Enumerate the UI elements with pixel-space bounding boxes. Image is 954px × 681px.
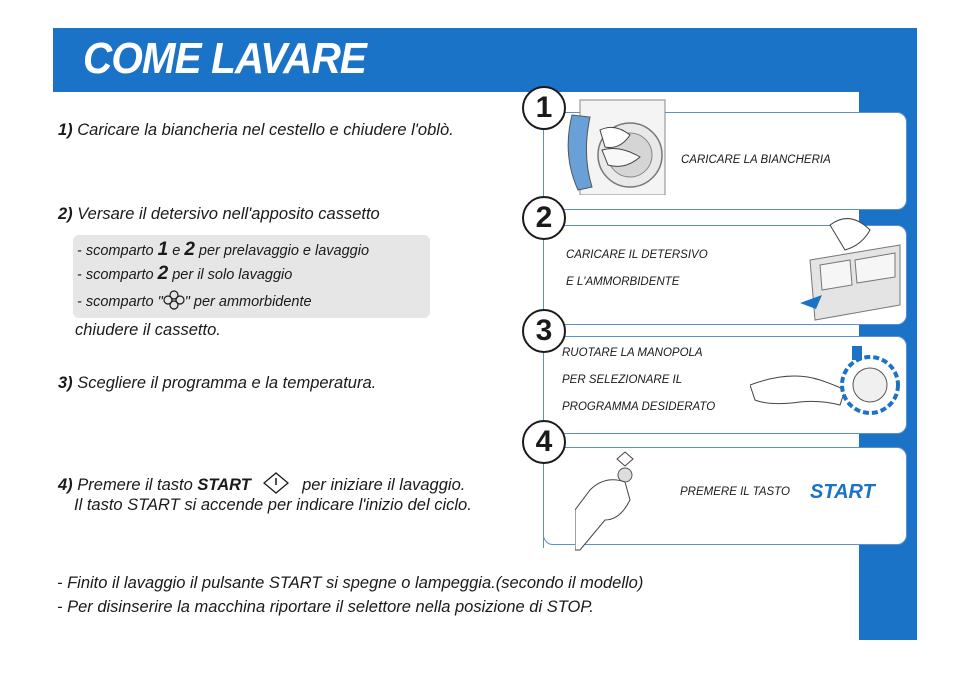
caption-2b: E L'AMMORBIDENTE [566,276,680,288]
washer-loading-illustration [560,95,670,195]
step-number: 3) [58,374,73,392]
close-drawer-text: chiudere il cassetto. [75,321,221,339]
flower-icon [163,290,185,314]
step-number: 4) [58,475,73,494]
step-text: Caricare la biancheria nel cestello e chiudere l'oblò. [77,121,454,139]
caption-3c: PROGRAMMA DESIDERATO [562,401,716,413]
step-4-line-2: Il tasto START si accende per indicare l'inizio del ciclo. [74,496,472,514]
caption-2a: CARICARE IL DETERSIVO [566,249,708,261]
page-title: COME LAVARE [83,34,366,83]
step-number: 1) [58,121,73,139]
step-number-badge-1: 1 [522,86,566,130]
footer-note-2: - Per disinserire la macchina riportare il selettore nella posizione di STOP. [57,598,594,616]
step-3 [58,374,376,393]
footer-note-1: - Finito il lavaggio il pulsante START si spegne o lampeggia.(secondo il modello) [57,574,644,592]
step-text: Versare il detersivo nell'apposito cassetto [77,205,380,223]
caption-3a: RUOTARE LA MANOPOLA [562,347,703,359]
compartment-box [73,235,430,318]
program-knob-illustration [750,340,900,430]
step-number-badge-4: 4 [522,420,566,464]
step-4: 4) Premere il tasto START per iniziare il lavaggio. [58,472,465,499]
start-button-hand-illustration [575,450,655,560]
step-2 [58,205,380,224]
step-number: 2) [58,205,73,223]
compartment-line-2: - scomparto 2 per il solo lavaggio [77,263,293,284]
step-1 [58,121,454,140]
power-icon [263,472,289,499]
step-number-badge-3: 3 [522,309,566,353]
caption-4: PREMERE IL TASTO [680,486,790,498]
start-label: START [197,475,251,494]
compartment-line-3: - scomparto " " per ammorbidente [77,290,312,314]
caption-1: CARICARE LA BIANCHERIA [681,154,831,166]
header-banner [53,28,917,92]
start-word: START [810,481,875,503]
compartment-line-1: - scomparto 1 e 2 per prelavaggio e lavaggio [77,239,370,260]
detergent-drawer-illustration [790,205,905,325]
step-number-badge-2: 2 [522,196,566,240]
step-text: Scegliere il programma e la temperatura. [77,374,377,392]
caption-3b: PER SELEZIONARE IL [562,374,683,386]
